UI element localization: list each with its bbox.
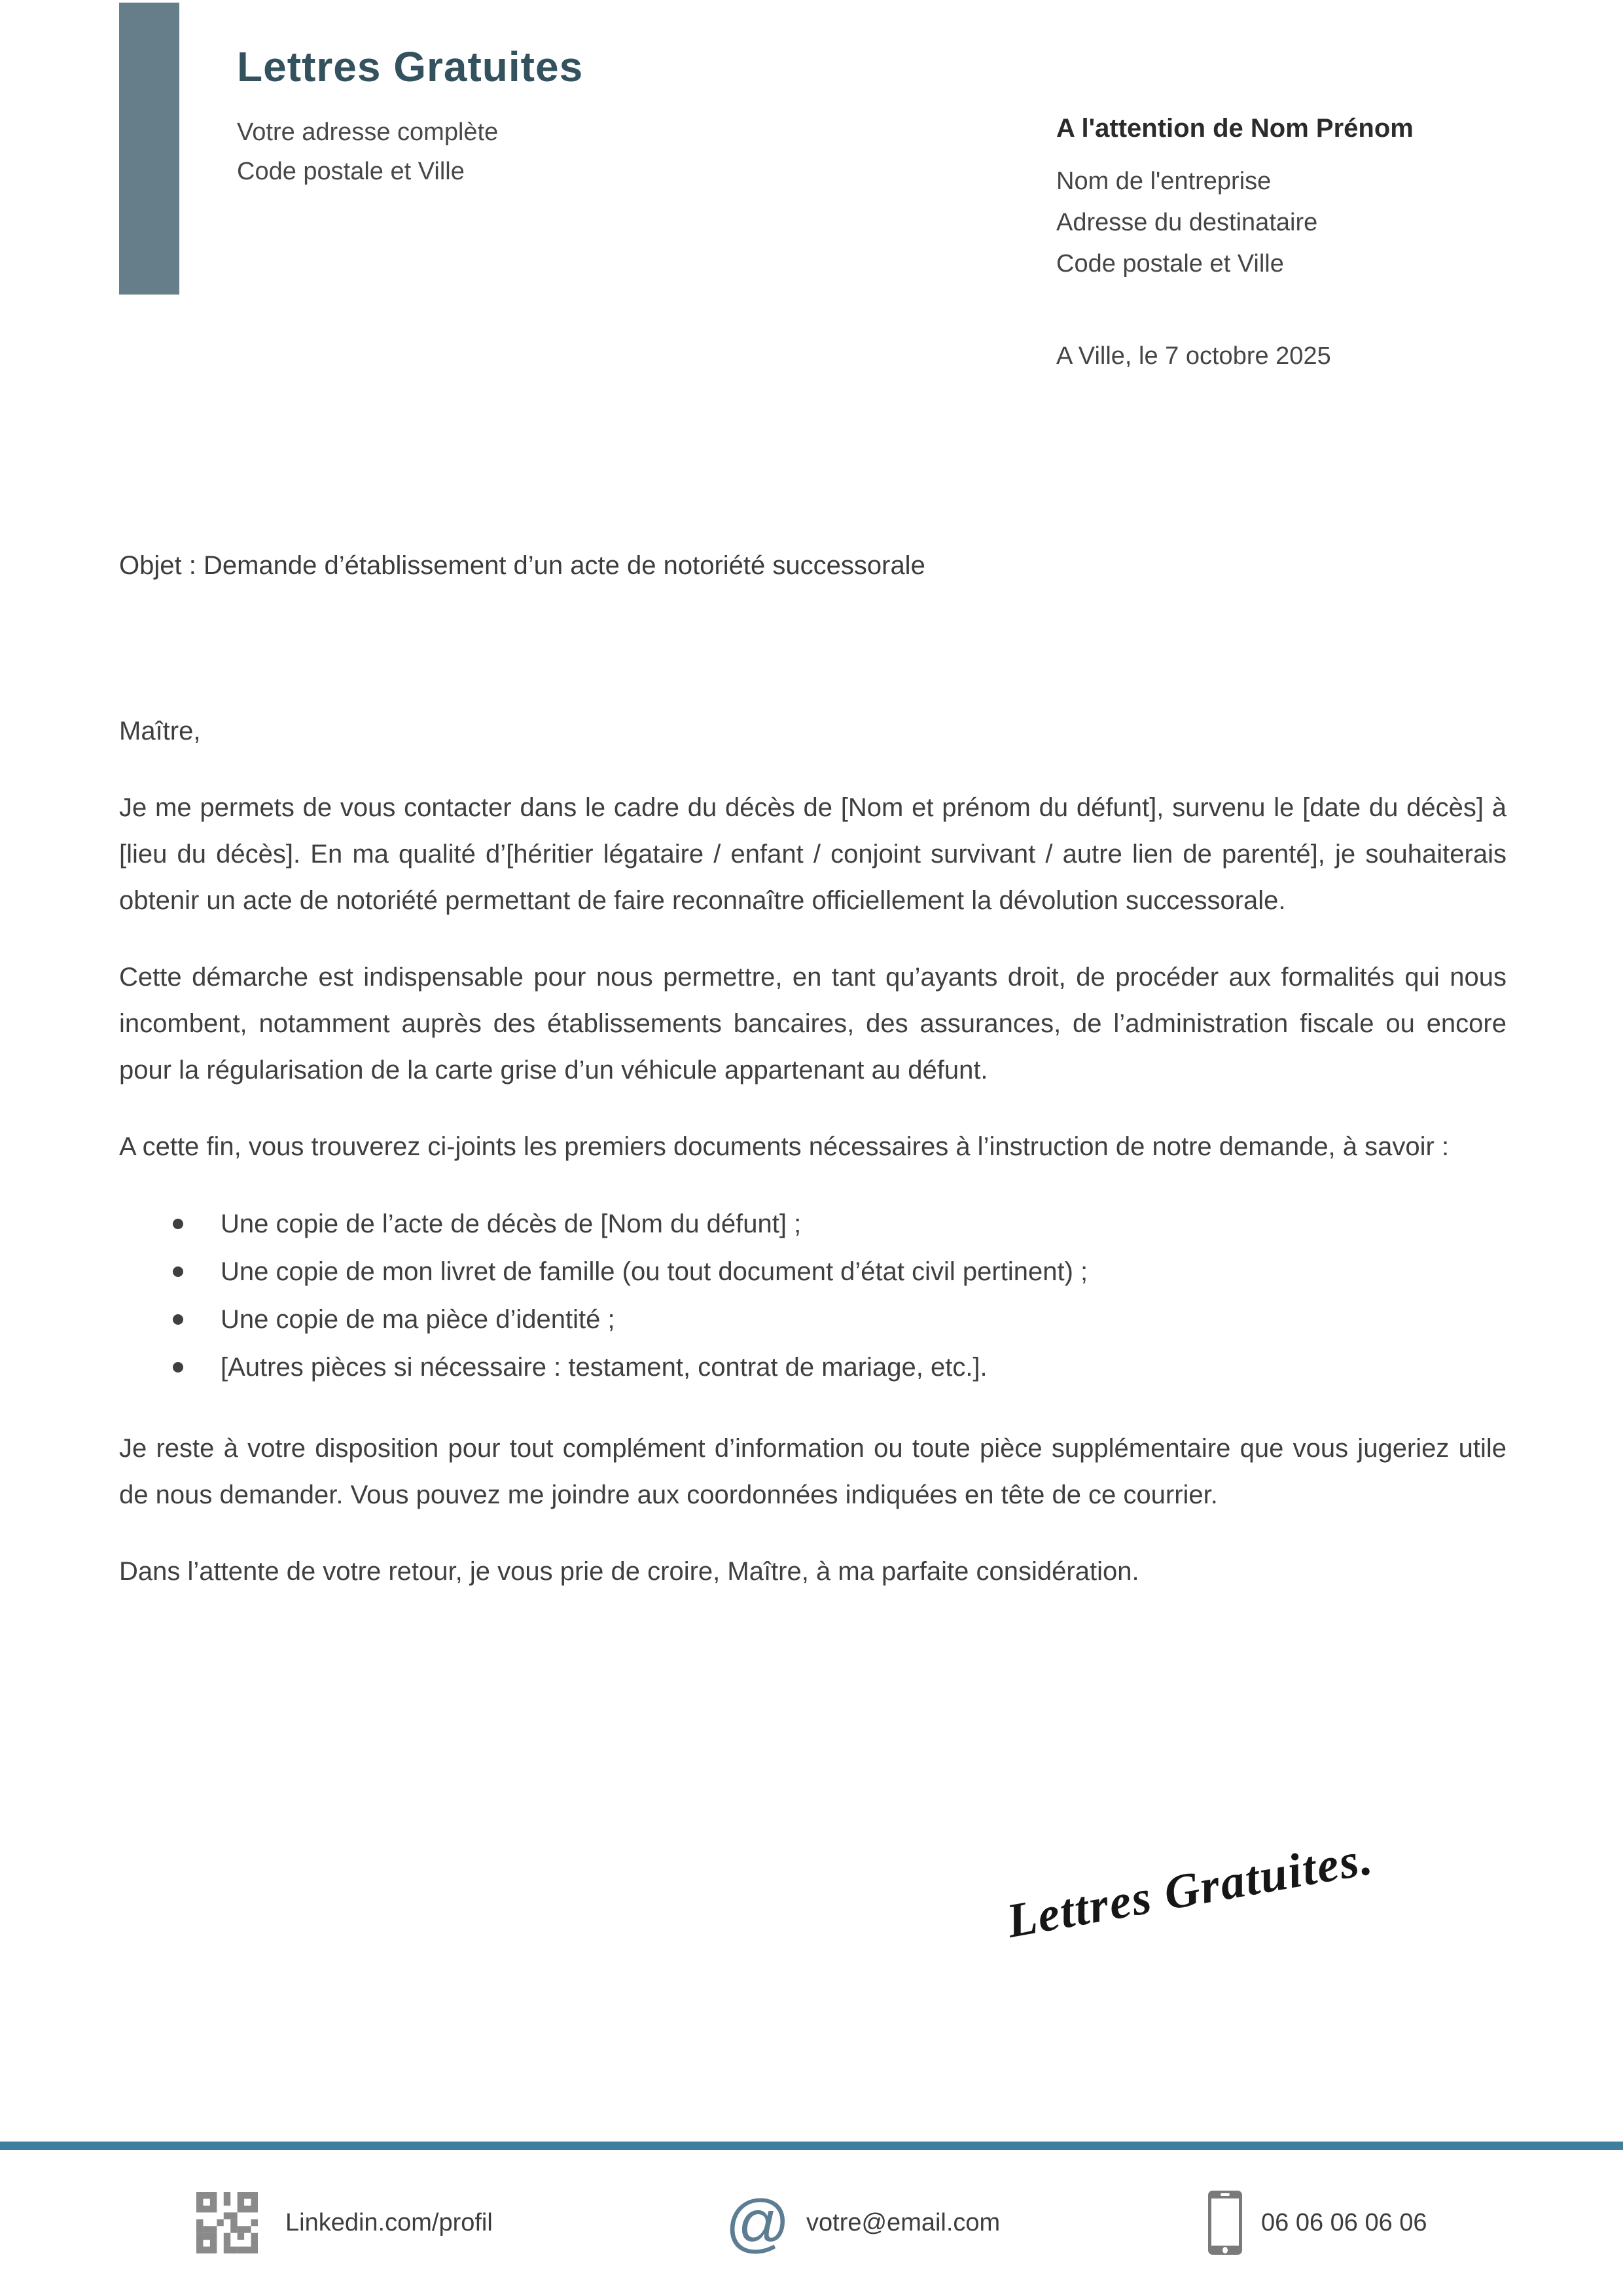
at-sign-icon: @ bbox=[725, 2187, 791, 2259]
list-item bbox=[119, 1296, 1507, 1344]
footer-linkedin bbox=[196, 2191, 493, 2254]
list-item-text: Une copie de l’acte de décès de [Nom du défunt] ; bbox=[221, 1210, 802, 1238]
list-item bbox=[119, 1248, 1507, 1296]
brand-title: Lettres Gratuites bbox=[237, 43, 584, 90]
qr-code-icon bbox=[196, 2192, 258, 2253]
bullet-icon bbox=[173, 1362, 183, 1372]
list-item-text: [Autres pièces si nécessaire : testament, contrat de mariage, etc.]. bbox=[221, 1353, 988, 1382]
recipient-company: Nom de l'entreprise bbox=[1056, 168, 1272, 195]
accent-vertical-bar bbox=[119, 3, 179, 295]
phone-text: 06 06 06 06 06 bbox=[1261, 2208, 1427, 2236]
recipient-address: Adresse du destinataire bbox=[1056, 209, 1318, 236]
subject-line: Objet : Demande d’établissement d’un acte de notoriété successorale bbox=[119, 551, 925, 580]
sender-block bbox=[237, 42, 583, 191]
footer-phone bbox=[1207, 2191, 1427, 2254]
footer-divider-bar bbox=[0, 2142, 1623, 2150]
bullet-icon bbox=[173, 1266, 183, 1277]
signature-script: Lettres Gratuites. bbox=[1003, 1831, 1378, 1948]
date-line: A Ville, le 7 octobre 2025 bbox=[1056, 342, 1331, 370]
recipient-block bbox=[1056, 110, 1554, 370]
sender-address-line1: Votre adresse complète bbox=[237, 118, 499, 146]
list-item-text: Une copie de ma pièce d’identité ; bbox=[221, 1305, 615, 1334]
bullet-icon bbox=[173, 1219, 183, 1229]
salutation: Maître, bbox=[119, 717, 201, 745]
linkedin-text: Linkedin.com/profil bbox=[285, 2208, 493, 2236]
recipient-attention: A l'attention de Nom Prénom bbox=[1056, 114, 1414, 143]
list-item bbox=[119, 1344, 1507, 1391]
sender-address-line2: Code postale et Ville bbox=[237, 158, 465, 185]
email-text: votre@email.com bbox=[806, 2208, 1001, 2236]
bullet-icon bbox=[173, 1314, 183, 1325]
list-item bbox=[119, 1200, 1507, 1248]
footer-email bbox=[725, 2187, 1001, 2259]
recipient-city: Code postale et Ville bbox=[1056, 250, 1284, 278]
attachments-list bbox=[119, 1200, 1507, 1391]
paragraph: Cette démarche est indispensable pour nous permettre, en tant qu’ayants droit, de procéder aux formalités qui nous incombent, notamment auprès des établissements bancaires, des assurances, de l’administration fiscale ou encore pour la régularisation de la carte grise d’un véhicule appartenant au défunt. bbox=[119, 963, 1507, 1085]
paragraph: A cette fin, vous trouverez ci-joints les premiers documents nécessaires à l’instruction de notre demande, à savoir : bbox=[119, 1132, 1450, 1161]
paragraph: Je me permets de vous contacter dans le cadre du décès de [Nom et prénom du défunt], survenu le [date du décès] à [lieu du décès]. En ma qualité d’[héritier légataire / enfant / conjoint survivant / autre lien de parenté], je souhaiterais obtenir un acte de notoriété permettant de faire reconnaître officiellement la dévolution successorale. bbox=[119, 793, 1507, 915]
paragraph: Je reste à votre disposition pour tout complément d’information ou toute pièce supplémentaire que vous jugeriez utile de nous demander. Vous pouvez me joindre aux coordonnées indiquées en tête de ce courrier. bbox=[119, 1434, 1507, 1509]
letter-body bbox=[119, 708, 1507, 1625]
smartphone-icon bbox=[1207, 2190, 1243, 2255]
valediction: Dans l’attente de votre retour, je vous prie de croire, Maître, à ma parfaite considération. bbox=[119, 1557, 1139, 1586]
list-item-text: Une copie de mon livret de famille (ou tout document d’état civil pertinent) ; bbox=[221, 1257, 1088, 1286]
